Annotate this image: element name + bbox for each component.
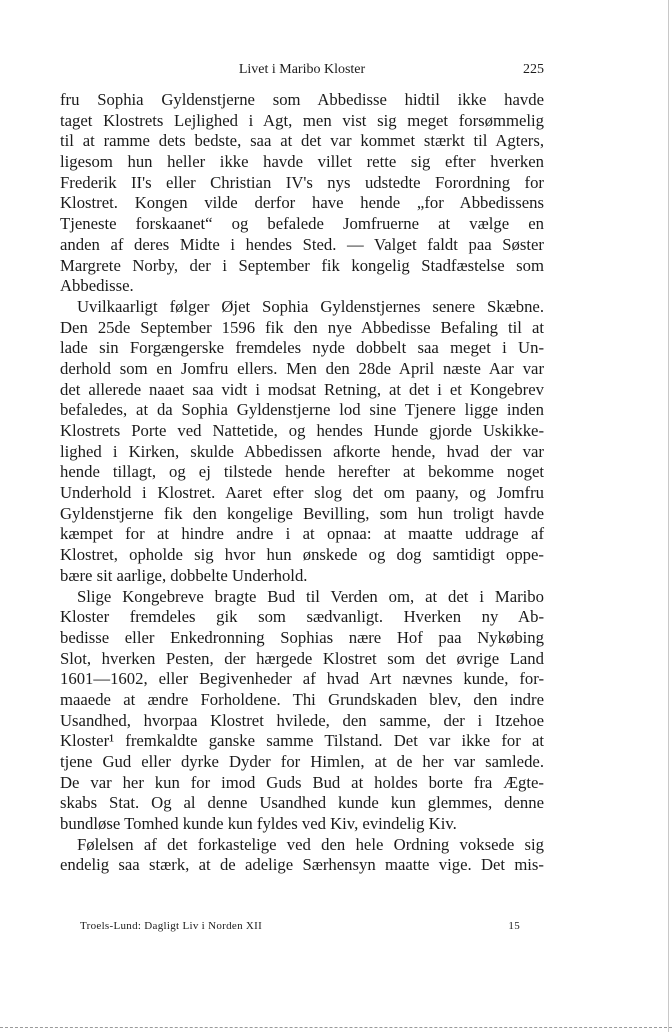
footer-signature: Troels-Lund: Dagligt Liv i Norden XII [80,920,263,932]
text-line: derhold som en Jomfru ellers. Men den 28de April næste Aar var [60,358,544,378]
page-header [60,62,544,82]
text-line: 1601—1602, eller Begivenheder af hvad Art nævnes kunde, for- [60,669,544,689]
text-line: det allerede naaet saa vidt i modsat Retning, at det i et Kongebrev [60,379,544,399]
text-line: Slige Kongebreve bragte Bud til Verden om, at det i Maribo [77,586,544,606]
text-line: lade sin Forgængerske fremdeles nyde dobbelt saa meget i Un- [60,338,544,358]
text-line: Slot, hverken Pesten, der hærgede Klostret som det øvrige Land [60,648,544,668]
text-line: lighed i Kirken, skulde Abbedissen afkorte hende, hvad der var [60,441,544,461]
text-line: Kloster¹ fremkaldte ganske samme Tilstand. Det var ikke for at [60,731,544,751]
text-line: Klostret, opholde sig hvor hun ønskede og dog samtidigt oppe- [60,545,544,565]
footer-sheet-number: 15 [508,920,520,932]
text-line: endelig saa stærk, at de adelige Særhensyn maatte vige. Det mis- [60,855,544,875]
text-line: maaede at ændre Forholdene. Thi Grundskaden blev, den indre [60,689,544,709]
text-line: Tjeneste forskaanet“ og befalede Jomfruerne at vælge en [60,214,544,234]
text-line: tjene Gud eller dyrke Dyder for Himlen, at de her var samlede. [60,752,544,771]
text-line: Usandhed, hvorpaa Klostret hvilede, den samme, der i Itzehoe [60,710,544,730]
text-line: Gyldenstjerne fik den kongelige Bevilling, som hun troligt havde [60,503,544,523]
text-line: taget Klostrets Lejlighed i Agt, men vist sig meget forsømmelig [60,110,544,130]
page-edge-shadow [668,0,669,1032]
text-line: bundløse Tomhed kunde kun fyldes ved Kiv, evindelig Kiv. [60,814,457,834]
text-line: Underhold i Klostret. Aaret efter slog det om paany, og Jomfru [60,483,544,503]
text-line: ligesom hun heller ikke havde villet rette sig efter hverken [60,152,544,172]
text-line: Frederik II's eller Christian IV's nys udstedte Forordning for [60,172,544,192]
text-line: Følelsen af det forkastelige ved den hele Ordning voksede sig [77,834,544,854]
text-line: De var her kun for imod Guds Bud at holdes borte fra Ægte- [60,772,544,792]
text-line: Margrete Norby, der i September fik kongelig Stadfæstelse som [60,255,544,275]
text-line: kæmpet for at hindre andre i at opnaa: at maatte uddrage af [60,524,544,544]
text-line: anden af deres Midte i hendes Sted. — Valget faldt paa Søster [60,234,544,254]
text-line: Klostret. Kongen vilde derfor have hende „for Abbedissens [60,193,544,213]
text-line: skabs Stat. Og al denne Usandhed kunde kun glemmes, denne [60,793,544,813]
text-line: fru Sophia Gyldenstjerne som Abbedisse hidtil ikke havde [60,90,544,109]
text-line: Abbedisse. [60,276,134,296]
text-line: hende tillagt, og ej tilstede hende herefter at bekomme noget [60,462,544,482]
text-line: befaledes, at da Sophia Gyldenstjerne lod sine Tjenere ligge inden [60,400,544,420]
text-line: bedisse eller Enkedronning Sophias nære Hof paa Nykøbing [60,627,544,647]
text-line: Klostrets Porte ved Nattetide, og hendes Hunde gjorde Uskikke- [60,421,544,440]
page-number: 225 [523,62,544,77]
body-text [60,90,544,876]
scan-bottom-edge [0,1027,672,1028]
text-line: Uvilkaarligt følger Øjet Sophia Gyldenstjernes senere Skæbne. [77,296,544,316]
text-line: til at ramme dets bedste, saa at det var kommet stærkt til Agters, [60,131,544,151]
running-title: Livet i Maribo Kloster [238,62,366,77]
text-line: Kloster fremdeles gik som sædvanligt. Hverken ny Ab- [60,607,544,627]
text-line: bære sit aarlige, dobbelte Underhold. [60,565,308,585]
text-line: Den 25de September 1596 fik den nye Abbedisse Befaling til at [60,317,544,337]
